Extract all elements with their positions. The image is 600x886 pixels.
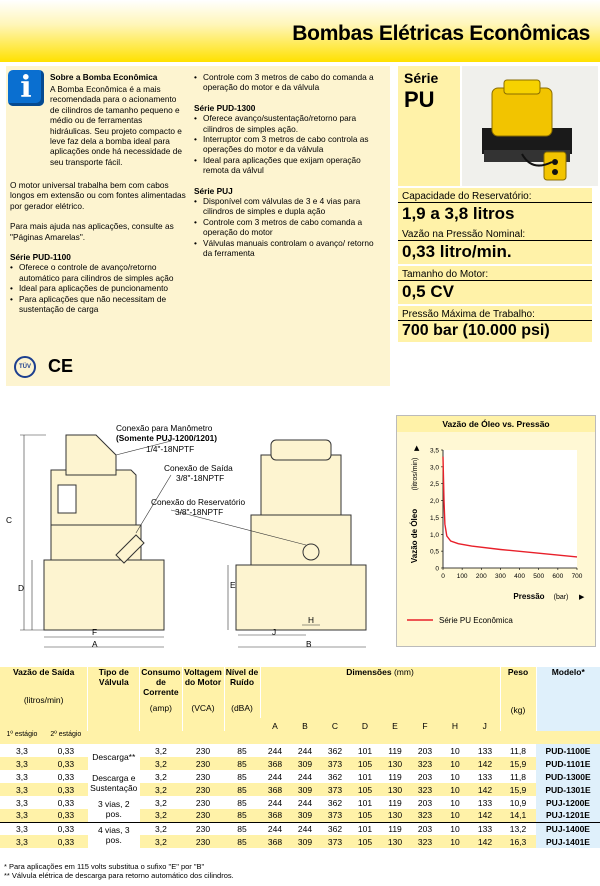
x-tick-label: 700 [571,573,583,580]
valve-type: Descarga** [88,744,140,770]
gauge-only: (Somente PUJ-1200/1201) [116,433,217,444]
cell: 373 [320,835,350,848]
cell: 203 [417,771,433,782]
cell: 130 [380,835,410,848]
x-arrow-icon: ▶ [579,593,585,601]
valve-type: 3 vias, 2 pos. [88,796,140,822]
y-tick-label: 3,5 [429,447,439,455]
pud1300-list [194,113,374,175]
x-label: Pressão [513,592,545,601]
cell: 244 [267,797,283,808]
cell: 101 [357,745,373,756]
spec-item [398,226,592,264]
unit-dba: (dBA) [231,703,253,713]
dim-col-header: H [440,718,470,731]
cell: 85 [237,823,247,834]
dim-d: D [18,583,24,593]
page-title: Bombas Elétricas Econômicas [292,22,590,45]
cell: PUJ-1401E [536,835,600,848]
unit-amp: (amp) [149,703,172,713]
dim-col-header: A [260,718,290,731]
info-icon: i [8,70,44,106]
x-tick-label: 600 [552,573,564,580]
cell: 0,33 [44,783,88,796]
cell: 16,3 [500,835,536,848]
cell: 133 [477,823,493,834]
stage-1: 1º estágio [0,731,44,744]
table-row [0,796,600,809]
spec-label: Vazão na Pressão Nominal: [398,226,592,241]
cell: 0,33 [57,745,75,756]
cell: 368 [260,809,290,822]
cell: 230 [182,835,224,848]
cell: PUJ-1200E [536,796,600,809]
cell: 142 [470,783,500,796]
cell: 142 [470,835,500,848]
flow-chart-svg [397,416,595,646]
cell: 203 [417,797,433,808]
pud1300-item: • Oferece avanço/sustentação/retorno para cilindros de simples ação. [194,113,374,134]
cell: 133 [477,797,493,808]
spec-label: Pressão Máxima de Trabalho: [398,306,592,321]
cell: 244 [267,771,283,782]
cell: 10 [440,783,470,796]
footnotes [4,862,234,880]
cell: 133 [477,771,493,782]
outlet-label: Conexão de Saída [164,463,233,473]
pud1300-item: • Interruptor com 3 metros de cabo controla as operações do motor e da válvula [194,134,374,155]
cell: 244 [267,823,283,834]
cell: 10 [450,797,460,808]
footnote-2: ** Válvula elétrica de descarga para retorno automático dos cilindros. [4,871,234,880]
gauge-callout [116,423,266,454]
cell: 362 [327,771,343,782]
dim-e: E [230,580,236,590]
cell: 230 [195,771,211,782]
col-ruido: Nível de Ruído [225,667,259,687]
puj-item: • Disponível com válvulas de 3 e 4 vias para cilindros de simples e dupla ação [194,196,374,217]
cell: 142 [470,757,500,770]
cell: 3,3 [16,823,28,834]
cell: 10 [450,771,460,782]
cell: 244 [297,745,313,756]
spec-value: 0,5 CV [402,282,454,301]
cell: 362 [327,823,343,834]
cell: 85 [224,783,260,796]
stage-2: 2º estágio [44,731,88,744]
spec-label: Capacidade do Reservatório: [398,188,592,203]
col-tipo: Tipo de Válvula [98,667,129,687]
cell: 85 [237,797,247,808]
reservoir-label: Conexão do Reservatório [151,497,246,507]
info-col1-body [10,130,192,314]
pud1300-title: Série PUD-1300 [194,102,256,113]
y-label: Vazão de Óleo [410,508,419,564]
cell: 0,33 [57,823,75,834]
cell: 309 [290,757,320,770]
cell: 230 [182,809,224,822]
footnote-1: * Para aplicações em 115 volts substitua o sufixo "E" por "B" [4,862,205,871]
x-tick-label: 100 [456,573,468,580]
table-row [0,744,600,757]
header-bar [0,0,600,62]
cell: 11,8 [510,771,526,782]
cell: 323 [410,783,440,796]
cell: 101 [357,797,373,808]
col-voltagem: Voltagem do Motor [184,667,222,687]
dim-c: C [6,515,12,525]
cell: 3,2 [140,783,182,796]
cell: 11,8 [510,745,526,756]
x-unit: (bar) [553,594,569,601]
chart-title: Vazão de Óleo vs. Pressão [442,419,550,429]
cell: PUD-1100E [536,744,600,757]
pud1300-item: • Ideal para aplicações que exijam operação remota da válvul [194,155,374,176]
cell: 130 [380,757,410,770]
cell: 3,2 [140,757,182,770]
valve-type: Descarga e Sustentação [88,770,140,796]
serie-box [398,66,460,186]
cell: 323 [410,835,440,848]
spec-item [398,306,592,342]
y-tick-label: 1,0 [429,531,439,539]
y-arrow-icon: ▲ [414,444,420,452]
cell: 3,3 [16,745,28,756]
spec-value: 1,9 a 3,8 litros [402,204,515,223]
y-tick-label: 1,5 [429,514,439,522]
unit-vca: (VCA) [191,703,215,713]
cell: 0,33 [44,809,88,822]
col-consumo: Consumo de Corrente [141,667,181,697]
x-tick-label: 300 [494,573,506,580]
pud1100-list [10,262,192,314]
puj-item: • Controle com 3 metros de cabo comanda a operação do motor [194,217,374,238]
y-tick-label: 2,5 [429,481,439,489]
spec-item [398,188,592,226]
cell: 230 [195,797,211,808]
unit-vazao: (litros/min) [23,695,64,705]
cell: 3,2 [140,835,182,848]
cell: 362 [327,797,343,808]
reservoir-callout [151,497,281,518]
cell: 362 [327,745,343,756]
cell: 244 [297,771,313,782]
info-col2 [194,72,374,259]
serie-label: Série [404,70,439,86]
cell: 368 [260,835,290,848]
gauge-size: 1/4"-18NPTF [146,443,195,454]
col2-top-item: • Controle com 3 metros de cabo do comanda a operação do motor e da válvula [194,72,374,93]
cell: 0,33 [57,797,75,808]
y-tick-label: 3,0 [429,464,439,472]
cell: 133 [477,745,493,756]
cell: 3,3 [0,757,44,770]
cell: 15,9 [500,783,536,796]
cell: PUJ-1201E [536,809,600,822]
cell: 3,2 [154,823,167,834]
cell: 105 [350,783,380,796]
cell: 85 [237,745,247,756]
spec-value: 0,33 litro/min. [402,242,512,261]
dim-col-header: C [320,718,350,731]
ce-logo: CE [48,356,74,376]
flow-chart [396,415,596,647]
pump-photo-icon [462,66,598,186]
cell: 230 [195,745,211,756]
gauge-label: Conexão para Manômetro [116,423,213,433]
dim-col-header: J [470,718,500,731]
dim-col-header: E [380,718,410,731]
dim-col-header: D [350,718,380,731]
info-p3: Para mais ajuda nas aplicações, consulte as "Páginas Amarelas". [10,221,174,242]
cell: 230 [182,757,224,770]
pud1100-item: • Oferece o controle de avanço/retorno automático para cilindros de simples ação [10,262,192,283]
x-tick-label: 500 [533,573,545,580]
cell: 119 [388,797,402,808]
cell: 323 [410,809,440,822]
cell: 13,2 [509,823,527,834]
cell: 0,33 [57,771,75,782]
technical-drawing [6,415,386,655]
dim-f: F [92,627,98,637]
cell: 85 [224,809,260,822]
x-tick-label: 200 [475,573,487,580]
outlet-callout [164,463,284,484]
cell: 105 [350,809,380,822]
cell: 130 [380,809,410,822]
pud1100-item: • Ideal para aplicações de puncionamento [10,283,192,293]
pump-photo [462,66,598,186]
cell: 230 [195,823,211,834]
cell: 142 [470,809,500,822]
dim-b: B [306,639,312,649]
cell: 119 [388,823,402,834]
cell: 85 [237,771,247,782]
cell: 15,9 [500,757,536,770]
pud1100-item: • Para aplicações que não necessitam de sustentação de carga [10,294,192,315]
puj-item: • Válvulas manuais controlam o avanço/ retorno da ferramenta [194,238,374,259]
cell: 3,3 [0,835,44,848]
cell: 10 [440,757,470,770]
cell: 10 [450,745,460,756]
cell: 85 [224,835,260,848]
dim-j: J [272,627,277,637]
valve-type: 4 vias, 3 pos. [88,822,140,848]
cell: 309 [290,835,320,848]
cell: 3,3 [0,809,44,822]
tuv-logo: TÜV [14,356,36,378]
outlet-size: 3/8"-18NPTF [176,473,225,484]
cell: PUD-1301E [536,783,600,796]
spec-label: Tamanho do Motor: [398,266,592,281]
cell: 230 [182,783,224,796]
cell: 130 [380,783,410,796]
cell: 3,2 [154,797,167,808]
cell: 10,9 [509,797,527,808]
pud1100-title: Série PUD-1100 [10,252,71,263]
cell: 10 [440,809,470,822]
puj-list [194,196,374,258]
cell: PUD-1101E [536,757,600,770]
dim-col-header: B [290,718,320,731]
info-col1-top [50,72,188,82]
cell: 3,3 [16,797,28,808]
cell: PUJ-1400E [536,822,600,835]
info-intro: A Bomba Econômica é a mais recomendada para o acionamento de cilindros de tamanho pequeno e médio ou de ferramentas hidráulicas. Seu projeto compacto e leve faz dela a bomba ideal para aplicações onde há necessidade de seu transporte fácil. [50,84,182,167]
cell: 373 [320,783,350,796]
cell: 105 [350,835,380,848]
dim-a: A [92,639,98,649]
y-tick-label: 0 [435,565,439,573]
cell: 323 [410,757,440,770]
cell: 3,2 [140,809,182,822]
cell: 3,3 [16,771,28,782]
y-tick-label: 2,0 [429,498,439,506]
col-peso: Peso [507,667,529,677]
dim-h: H [308,615,314,625]
cell: 105 [350,757,380,770]
table-row [0,770,600,783]
col-modelo: Modelo* [551,667,585,677]
y-unit: (litros/min) [412,457,419,491]
spec-item [398,266,592,304]
reservoir-size: 3/8"-18NPTF [175,507,224,518]
cell: 368 [260,783,290,796]
cell: 10 [450,823,460,834]
cell: 244 [297,823,313,834]
cell: 0,33 [44,757,88,770]
legend-label: Série PU Econômica [439,616,513,625]
y-tick-label: 0,5 [429,548,439,556]
serie-name: PU [404,87,435,112]
cell: 119 [388,745,402,756]
cell: 3,3 [0,783,44,796]
col2-top-list [194,72,374,93]
dim-col-header: F [410,718,440,731]
cell: 373 [320,809,350,822]
cell: 368 [260,757,290,770]
cell: 119 [388,771,402,782]
cell: 309 [290,809,320,822]
cell: 101 [357,823,373,834]
cell: PUD-1300E [536,770,600,783]
spec-value: 700 bar (10.000 psi) [402,322,550,339]
table-row [0,822,600,835]
info-heading: Sobre a Bomba Econômica [50,72,158,82]
cell: 3,2 [154,745,167,756]
spec-table [0,667,600,859]
unit-kg: (kg) [510,705,526,715]
info-p2: O motor universal trabalha bem com cabos longos em extensão ou com fontes alimentadas por gerador elétrico. [10,180,186,211]
cell: 0,33 [44,835,88,848]
cell: 203 [417,823,433,834]
cell: 203 [417,745,433,756]
puj-title: Série PUJ [194,185,233,196]
cell: 3,2 [154,771,167,782]
cell: 244 [267,745,283,756]
x-tick-label: 0 [441,573,445,580]
col-vazao: Vazão de Saída [12,667,75,677]
cell: 373 [320,757,350,770]
cell: 14,1 [500,809,536,822]
cell: 10 [440,835,470,848]
cell: 309 [290,783,320,796]
unit-mm: (mm) [393,667,414,677]
col-dimensoes: Dimensões [346,667,392,677]
cell: 101 [357,771,373,782]
x-tick-label: 400 [514,573,526,580]
cell: 244 [297,797,313,808]
cell: 85 [224,757,260,770]
